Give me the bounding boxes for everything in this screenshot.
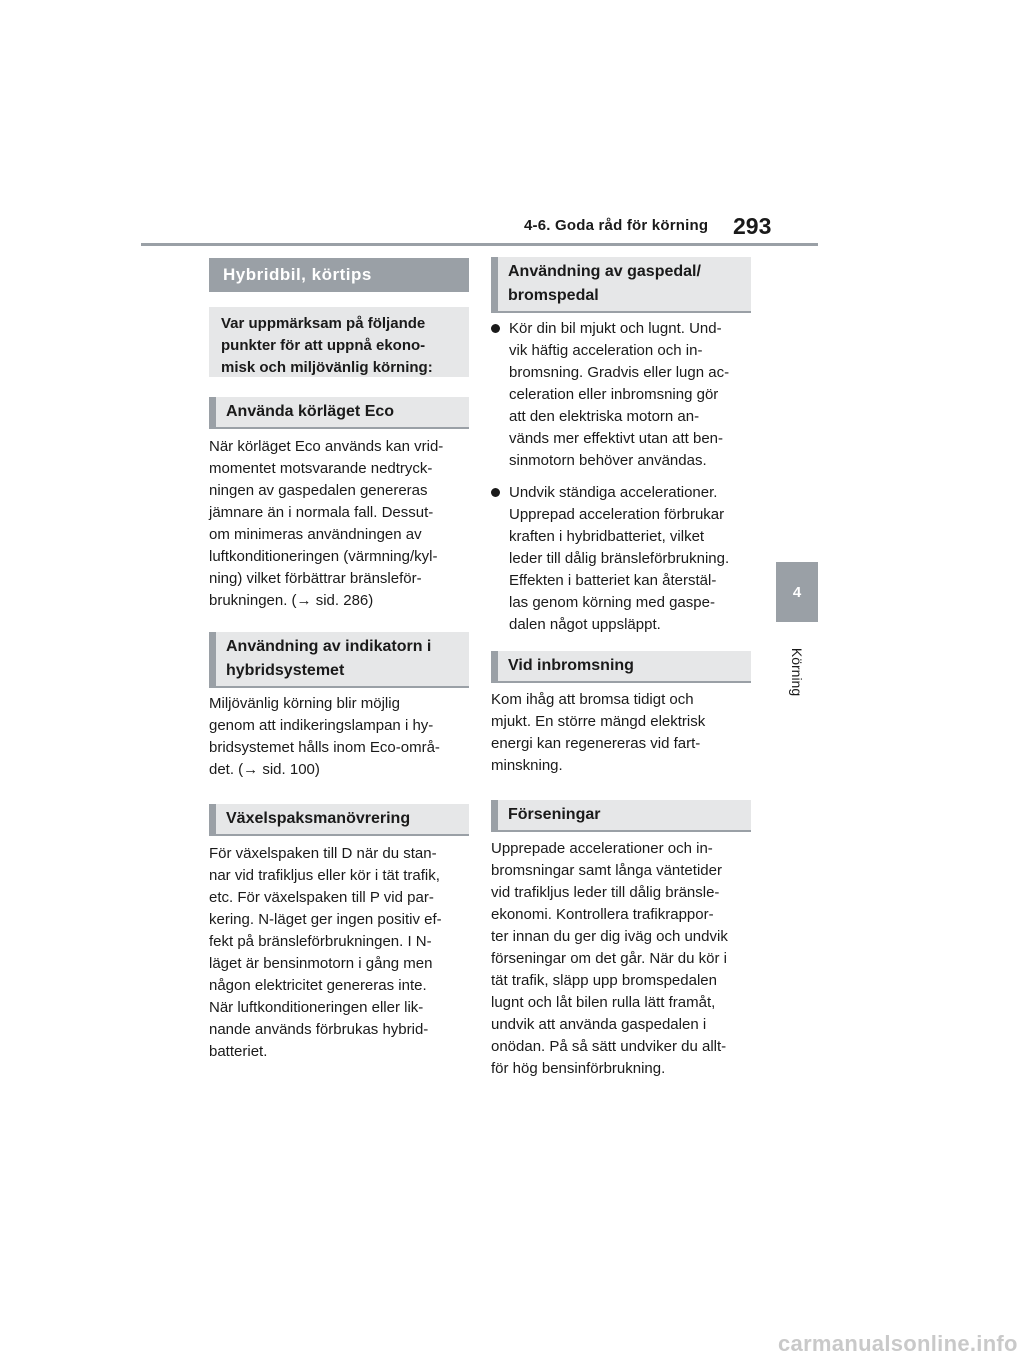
section-title: 4-6. Goda råd för körning (524, 217, 709, 234)
text-line: dalen något uppsläppt. (509, 616, 661, 633)
page-number: 293 (733, 213, 772, 239)
text-line: För växelspaken till D när du stan- (209, 845, 437, 862)
text-line: bridsystemet hålls inom Eco-områ- (209, 739, 440, 756)
text-line: mjukt. En större mängd elektrisk (491, 713, 706, 730)
intro-box (209, 307, 469, 377)
text-line: Kom ihåg att bromsa tidigt och (491, 691, 694, 708)
text-line: vid trafikljus leder till dålig bränsle- (491, 884, 720, 901)
section-heading: Användning av indikatorn i hybridsystemet (209, 632, 469, 688)
text-line: förseningar om det går. När du kör i (491, 950, 727, 967)
text-line: las genom körning med gaspe- (509, 594, 715, 611)
text-line: När körläget Eco används kan vrid- (209, 438, 444, 455)
text-line: ningen av gaspedalen genereras (209, 482, 428, 499)
section-gear (209, 804, 469, 836)
intro-container (209, 292, 469, 377)
text-line: nar vid trafikljus eller kör i tät trafik, (209, 867, 440, 884)
bullet-item (491, 318, 751, 472)
section-eco-body (209, 436, 469, 612)
text-line: undvik att använda gaspedalen i (491, 1016, 707, 1033)
text-line: ter innan du ger dig iväg och undvik (491, 928, 728, 945)
text-line: kraften i hybridbatteriet, vilket (509, 528, 705, 545)
section-eco (209, 397, 469, 429)
bullet-item (491, 482, 751, 636)
text-line: vänds mer effektivt utan att ben- (509, 430, 724, 447)
text-line: jämnare än i normala fall. Dessut- (209, 504, 434, 521)
text-line: om minimeras användningen av (209, 526, 422, 543)
text-line: kering. N-läget ger ingen positiv ef- (209, 911, 442, 928)
section-braking (491, 651, 751, 683)
text-line: När luftkonditioneringen eller lik- (209, 999, 424, 1016)
text-line: leder till dålig bränsleförbrukning. (509, 550, 730, 567)
text-line: etc. För växelspaken till P vid par- (209, 889, 434, 906)
text-line: fekt på bränsleförbrukningen. I N- (209, 933, 432, 950)
section-indicator (209, 632, 469, 688)
section-indicator-body (209, 693, 469, 781)
text-line: Upprepad acceleration förbrukar (509, 506, 725, 523)
text-line: det. (→ sid. 100) (209, 761, 320, 778)
text-line: vik häftig acceleration och in- (509, 342, 703, 359)
text-line: lugnt och låt bilen rulla lätt framåt, (491, 994, 716, 1011)
text-line: sinmotorn behöver användas. (509, 452, 707, 469)
text-line: att den elektriska motorn an- (509, 408, 700, 425)
chapter-label-text: Körning (788, 647, 805, 697)
section-heading: Använda körläget Eco (209, 397, 469, 429)
text-line: bromsningar samt långa väntetider (491, 862, 722, 879)
left-title-box (209, 258, 469, 292)
chapter-label (770, 632, 824, 712)
text-line: ning) vilket förbättrar bränsleför- (209, 570, 422, 587)
section-heading: Vid inbromsning (491, 651, 751, 683)
text-line: för hög bensinförbrukning. (491, 1060, 666, 1077)
section-gear-body (209, 843, 469, 1063)
text-line: celeration eller inbromsning gör (509, 386, 719, 403)
text-line: ekonomi. Kontrollera trafikrappor- (491, 906, 714, 923)
text-line: genom att indikeringslampan i hy- (209, 717, 434, 734)
text-line: momentet motsvarande nedtryck- (209, 460, 433, 477)
section-heading: Växelspaksmanövrering (209, 804, 469, 836)
text-line: batteriet. (209, 1043, 268, 1060)
main-title: Hybridbil, körtips (209, 258, 469, 292)
text-line: energi kan regenereras vid fart- (491, 735, 701, 752)
header-rule (141, 243, 818, 246)
text-line: nande används förbrukas hybrid- (209, 1021, 429, 1038)
section-pedals (491, 257, 751, 313)
text-line: tät trafik, släpp upp bromspedalen (491, 972, 717, 989)
section-braking-body (491, 689, 751, 777)
text-line: Effekten i batteriet kan återstäl- (509, 572, 717, 589)
text-line: läget är bensinmotorn i gång men (209, 955, 433, 972)
text-line: Miljövänlig körning blir möjlig (209, 695, 400, 712)
section-delays (491, 800, 751, 832)
text-line: någon elektricitet genereras inte. (209, 977, 427, 994)
text-line: bromsning. Gradvis eller lugn ac- (509, 364, 730, 381)
section-heading: Förseningar (491, 800, 751, 832)
intro-text: Var uppmärksam på följande punkter för att uppnå ekono- misk och miljövänlig körning: (221, 315, 433, 376)
text-line: luftkonditioneringen (värmning/kyl- (209, 548, 438, 565)
section-pedals-body (491, 318, 751, 636)
chapter-tab: 4 (776, 562, 818, 622)
text-line: minskning. (491, 757, 563, 774)
text-line: Upprepade accelerationer och in- (491, 840, 713, 857)
section-delays-body (491, 838, 751, 1080)
text-line: Undvik ständiga accelerationer. (509, 484, 718, 501)
text-line: onödan. På så sätt undviker du allt- (491, 1038, 727, 1055)
section-heading: Användning av gaspedal/ bromspedal (491, 257, 751, 313)
watermark-logo: carmanualsonline.info (778, 1331, 1018, 1356)
text-line: Kör din bil mjukt och lugnt. Und- (509, 320, 722, 337)
text-line: brukningen. (→ sid. 286) (209, 592, 374, 609)
